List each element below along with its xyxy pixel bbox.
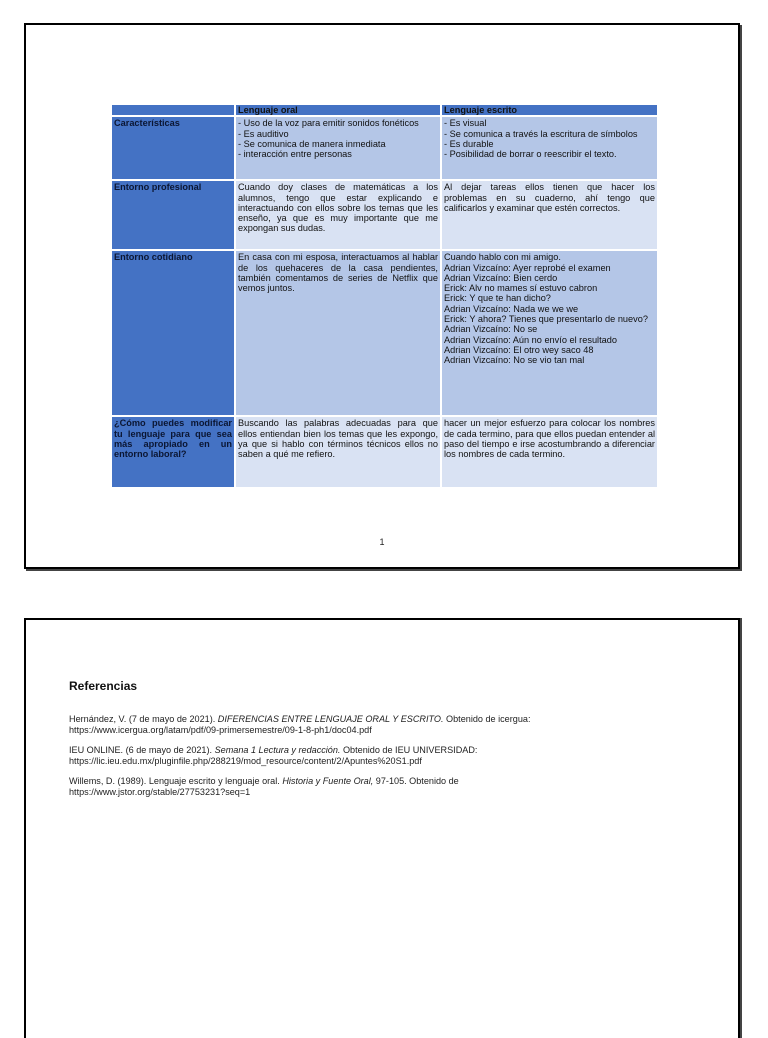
cell-oral-caracteristicas (235, 116, 441, 180)
chat-line: Cuando hablo con mi amigo. (444, 252, 561, 263)
reference-entry (69, 714, 701, 736)
reference-source: Obtenido de IEU UNIVERSIDAD: (340, 745, 478, 755)
reference-url[interactable]: https://www.icergua.org/latam/pdf/09-primersemestre/09-1-8-ph1/doc04.pdf (69, 725, 372, 735)
reference-entry (69, 745, 701, 767)
chat-line: Adrian Vizcaíno: No se (444, 324, 538, 335)
chat-line: Adrian Vizcaíno: Aún no envío el resultado (444, 334, 617, 345)
cell-oral-profesional: Cuando doy clases de matemáticas a los alumnos, tengo que estar explicando e interactuando con ellos sobre los temas que les enseño, ya que es muy importante que me expongan sus dudas. (235, 180, 441, 250)
chat-line: Adrian Vizcaíno: El otro wey saco 48 (444, 344, 594, 355)
table-header-row (112, 105, 658, 116)
reference-entry (69, 776, 701, 798)
chat-line: Adrian Vizcaíno: Nada we we we (444, 303, 579, 314)
comparison-table (112, 105, 659, 489)
escrito-feature-line: - Es durable (444, 138, 494, 149)
cell-escrito-laboral: hacer un mejor esfuerzo para colocar los nombres de cada termino, para que ellos puedan entender al paso del tiempo e irse acostumbrando a diferenciar los nombres de cada termino. (441, 416, 658, 488)
header-lenguaje-escrito: Lenguaje escrito (441, 105, 658, 116)
oral-feature-line: - interacción entre personas (238, 149, 352, 160)
reference-url[interactable]: https://www.jstor.org/stable/27753231?seq=1 (69, 787, 251, 797)
table-row (112, 250, 658, 416)
reference-title: Semana 1 Lectura y redacción. (214, 745, 341, 755)
reference-url[interactable]: https://lic.ieu.edu.mx/pluginfile.php/288219/mod_resource/content/2/Apuntes%20S1.pdf (69, 756, 422, 766)
header-lenguaje-oral: Lenguaje oral (235, 105, 441, 116)
reference-text: Willems, D. (1989). Lenguaje escrito y lenguaje oral. (69, 776, 283, 786)
chat-line: Erick: Y que te han dicho? (444, 293, 551, 304)
oral-feature-line: - Uso de la voz para emitir sonidos fonéticos (238, 118, 419, 129)
oral-feature-line: - Es auditivo (238, 128, 289, 139)
reference-title: DIFERENCIAS ENTRE LENGUAJE ORAL Y ESCRITO. (217, 714, 444, 724)
row-label-caracteristicas: Características (112, 116, 235, 180)
table-row (112, 180, 658, 250)
reference-text: IEU ONLINE. (6 de mayo de 2021). (69, 745, 215, 755)
cell-oral-laboral: Buscando las palabras adecuadas para que ellos entiendan bien los temas que les expongo, ya que si hablo con términos técnicos ellos no saben a qué me refiero. (235, 416, 441, 488)
cell-escrito-cotidiano (441, 250, 658, 416)
references-heading: Referencias (69, 679, 138, 693)
row-label-entorno-profesional: Entorno profesional (112, 180, 235, 250)
cell-escrito-caracteristicas (441, 116, 658, 180)
reference-source: Obtenido de icergua: (443, 714, 531, 724)
table-row (112, 116, 658, 180)
escrito-feature-line: - Posibilidad de borrar o reescribir el texto. (444, 149, 617, 160)
chat-line: Erick: Alv no mames sí estuvo cabron (444, 283, 598, 294)
reference-text: Hernández, V. (7 de mayo de 2021). (69, 714, 218, 724)
page-number: 1 (379, 537, 385, 547)
chat-line: Adrian Vizcaíno: Bien cerdo (444, 272, 558, 283)
document-page-2 (24, 618, 740, 1038)
header-empty-cell (112, 105, 235, 116)
reference-title: Historia y Fuente Oral, (282, 776, 374, 786)
row-label-como-modificar: ¿Cómo puedes modificar tu lenguaje para que sea más apropiado en un entorno laboral? (112, 416, 235, 488)
row-label-entorno-cotidiano: Entorno cotidiano (112, 250, 235, 416)
chat-line: Adrian Vizcaíno: Ayer reprobé el examen (444, 262, 611, 273)
escrito-feature-line: - Es visual (444, 118, 487, 129)
chat-line: Erick: Y ahora? Tienes que presentarlo de nuevo? (444, 314, 648, 325)
cell-escrito-profesional: Al dejar tareas ellos tienen que hacer los problemas en su cuaderno, ahí tengo que calificarlos y examinar que estén correctos. (441, 180, 658, 250)
cell-oral-cotidiano: En casa con mi esposa, interactuamos al hablar de los quehaceres de la casa pendientes, también comentamos de series de Netflix que vemos juntos. (235, 250, 441, 416)
references-list (69, 714, 701, 807)
oral-feature-line: - Se comunica de manera inmediata (238, 138, 386, 149)
chat-line: Adrian Vizcaíno: No se vio tan mal (444, 355, 585, 366)
reference-source: 97-105. Obtenido de (373, 776, 459, 786)
escrito-feature-line: - Se comunica a través la escritura de símbolos (444, 128, 638, 139)
table-row (112, 416, 658, 488)
document-page-1 (24, 23, 740, 569)
